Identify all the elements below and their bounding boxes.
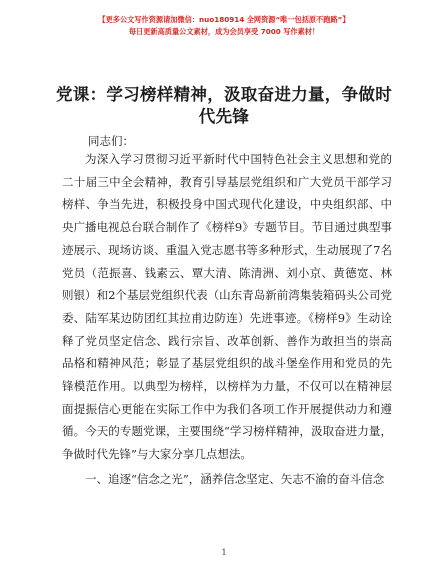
body-paragraph: 为深入学习贯彻习近平新时代中国特色社会主义思想和党的二十届三中全会精神，教育引导基层党组织和广大党员干部学习榜样、争当先进，积极投身中国式现代化建设，中央组织部、中央广播电视总台联合制作了《榜样9》专题节目。节目通过典型事迹展示、现场访谈、重温入党志愿书等多种形式，生动展现了7名党员（范振喜、钱素云、覃大清、陈清洲、刘小京、黄德宽、林则银）和2个基层党组织代表（山东青岛新前湾集装箱码头公司党委、陆军某边防团红其拉甫边防连）先进事迹。《榜样9》生动诠释了党员坚定信念、践行宗旨、改革创新、善作为敢担当的崇高品格和精神风范；彰显了基层党组织的战斗堡垒作用和党员的先锋模范作用。以典型为榜样，以榜样为力量，不仅可以在精神层面提振信心更能在实际工作中为我们各项工作开展提供动力和遵循。今天的专题党课，主要围绕“学习榜样精神，汲取奋进力量，争做时代先锋”与大家分享几点想法。 — [62, 152, 392, 462]
document-title: 党课：学习榜样精神，汲取奋进力量，争做时代先锋 — [56, 85, 392, 126]
promo-line-2: 每日更新高质量公文素材，成为会员享受 7000 写作素材！ — [128, 27, 320, 36]
promo-line-1: 【更多公文写作资源请加微信：nuo180914 全网资源“唯一包括原不跑路”】 — [98, 15, 350, 24]
salutation: 同志们： — [88, 134, 134, 148]
promo-header — [0, 14, 448, 38]
page-number: 1 — [221, 548, 227, 557]
section-heading: 一、追逐“信念之光”，涵养信念坚定、矢志不渝的奋斗信念 — [85, 472, 385, 486]
